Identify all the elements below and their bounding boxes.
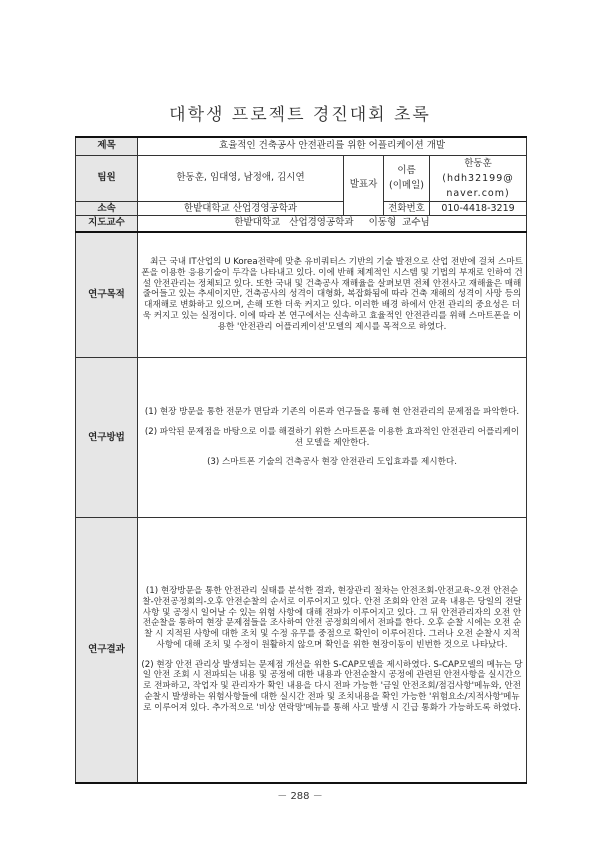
document-title: 대학생 프로젝트 경진대회 초록 (169, 105, 431, 125)
label-result: 연구결과 (76, 518, 138, 783)
affiliation: 한밭대학교 산업경영공학과 (138, 202, 344, 216)
project-title: 효율적인 건축공사 안전관리를 위한 어플리케이션 개발 (138, 137, 527, 155)
row-advisor (76, 216, 527, 232)
team-members: 한동훈, 임대영, 남정애, 김시연 (138, 155, 344, 202)
purpose-text: 최근 국내 IT산업의 U Korea전략에 맞춘 유비쿼터스 기반의 기술 발전으로 산업 전반에 걸쳐 스마트폰을 이용한 응용기술이 두각을 나타내고 있다. 이에 반해 체계적인 시스템 및 기법의 부재로 인하여 건설 안전관리는 정체되고 있다. 또한 국내 및 건축공사 재해율을 살펴보면 전체 안전사고 재해율은 매해 줄어들고 있는 추세이지만, 건축공사의 성격이 대형화, 복잡화됨에 따라 건축 재해의 성격이 사망 등의 대재해로 변화하고 있으며, 손해 또한 더욱 커지고 있다. 이러한 배경 하에서 안전 관리의 중요성은 더욱 커지고 있는 실정이다. 이에 따라 본 연구에서는 신속하고 효율적인 안전관리를 위해 스마트폰을 이용한 '안전관리 어플리케이션'모델의 제시를 목적으로 하였다. (141, 257, 523, 332)
label-name-email: 이름 (이메일) (384, 155, 430, 202)
label-project: 제목 (76, 137, 138, 155)
row-title (76, 137, 527, 155)
label-team: 팀원 (76, 155, 138, 202)
purpose-section (138, 232, 527, 358)
row-team (76, 155, 527, 202)
presenter-phone: 010-4418-3219 (430, 202, 527, 216)
row-result (76, 518, 527, 783)
presenter-name: 한동훈 (464, 157, 492, 169)
method-item: (1) 현장 방문을 통한 전문가 면담과 기존의 이론과 연구들을 통해 현 안전관리의 문제점을 파악한다. (144, 407, 520, 418)
page-number: － 288 － (277, 791, 323, 802)
label-advisor: 지도교수 (76, 216, 138, 232)
row-method (76, 358, 527, 518)
label-phone: 전화번호 (384, 202, 430, 216)
label-method: 연구방법 (76, 358, 138, 518)
result-section (138, 518, 527, 783)
label-presenter: 발표자 (344, 155, 384, 216)
result-item: (1) 현장방문을 통한 안전관리 실태를 분석한 결과, 현장관리 절차는 안전조회-안전교육-오전 안전순찰-안전공정회의-오후 안전순찰의 순서로 이루어지고 있다. 안전 조회와 안전 교육 내용은 당일의 전달 사항 및 공정시 일어날 수 있는 위험 사항에 대해 전파가 이루어지고 있다. 그 뒤 안전관리자의 오전 안전순찰을 통하여 현장 문제점들을 조사하여 안전 공정회의에서 전파를 한다. 오후 순찰 시에는 오전 순찰 시 지적된 사항에 대한 조치 및 수정 유무를 중점으로 확인이 이루어진다. 그러나 오전 순찰시 지적 사항에 대해 조치 및 수정이 원활하지 않으며 확인을 위한 현장이동이 빈번한 것으로 나타났다. (142, 586, 522, 650)
method-item: (3) 스마트폰 기술의 건축공사 현장 안전관리 도입효과를 제시한다. (207, 457, 457, 468)
abstract-form (75, 136, 527, 784)
label-affiliation: 소속 (76, 202, 138, 216)
result-item: (2) 현장 안전 관리상 발생되는 문제점 개선을 위한 S-CAP모델을 제시하였다. S-CAP모델의 메뉴는 당일 안전 조회 시 전파되는 내용 및 공정에 대한 내용과 안전순찰시 공정에 관련된 안전사항을 실시간으로 전파하고, 작업자 및 관리자가 확인 내용을 다시 전파 가능한 '금일 안전조회/점검사항'메뉴와, 안전순찰시 발생하는 위험사항들에 대한 실시간 전파 및 조치내용을 확인 가능한 '위험요소/지적사항'메뉴로 이루어져 있다. 추가적으로 '비상 연락망'메뉴를 통해 사고 발생 시 긴급 통화가 가능하도록 하였다. (141, 659, 523, 713)
advisor: 한밭대학교 산업경영공학과 이동형 교수님 (138, 216, 527, 232)
method-item: (2) 파악된 문제점을 바탕으로 이를 해결하기 위한 스마트폰을 이용한 효과적인 안전관리 어플리케이션 모델을 제안한다. (144, 426, 520, 448)
row-affiliation (76, 202, 527, 216)
row-purpose (76, 232, 527, 358)
presenter-email: (hdh32199@ naver.com) (442, 172, 514, 199)
method-section (138, 358, 527, 518)
presenter-cell (430, 155, 527, 202)
label-purpose: 연구목적 (76, 232, 138, 358)
